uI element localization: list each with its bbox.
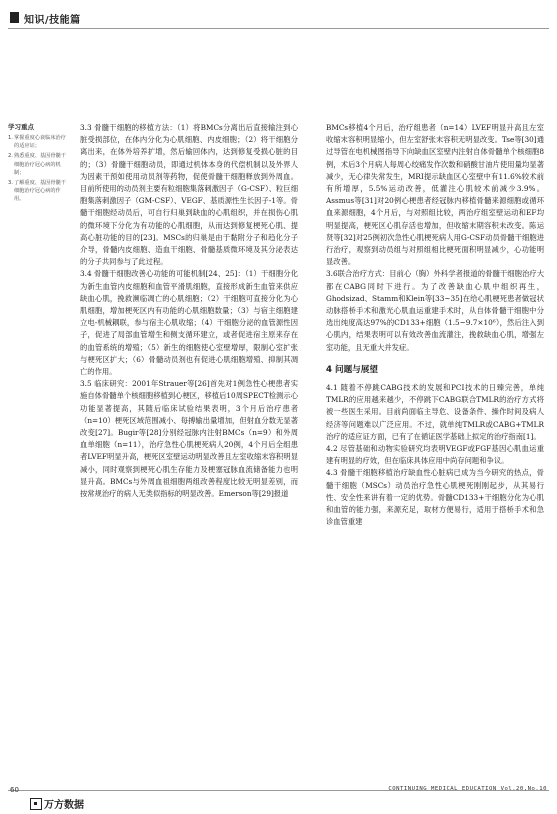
article-column-right [326,122,544,529]
section-4-2-paragraph: 4.2 尽管基础和动物实验研究均表明VEGF或FGF基因心肌血运重建有明显的疗效，但在临床具体应用中尚存问题和争议。 [326,444,544,466]
watermark-text: 万方数据 [44,800,84,811]
sidebar-item-text: 熟悉重度、基因骨髓干细胞治疗冠心病的机制； [14,153,66,176]
sidebar-item-num: 3. [8,180,13,187]
sidebar-item-text: 掌握重度心衰临床治疗的适应证； [14,135,66,150]
section-3-4-paragraph: 3.4 骨髓干细胞改善心功能的可能机制[24、25]：（1）干细胞分化为新生血管内皮细胞和血管平滑肌细胞，直接形成新生血管来供应缺血心肌，挽救濒临凋亡的心肌细胞；（2）干细胞可直接分化为心肌细胞，增加梗死区内有功能的心肌细胞数量；（3）与宿主细胞建立电-机械耦联，参与宿主心肌收缩；（4）干细胞分泌的血管源性因子，促进了局部血管增生和侧支循环建立，或者促进宿主原来存在的血管系统的增殖；（5）新生的细胞使心室壁增厚，限制心室扩张与梗死区扩大；（6）骨髓动员剂也有促进心肌细胞增殖、抑制其凋亡的作用。 [80,269,298,377]
section-4-heading: 4 问题与展望 [326,364,378,375]
watermark [30,796,84,811]
sidebar-item [8,152,70,177]
article-column-middle [80,122,298,500]
section-3-5-paragraph: 3.5 临床研究：2001年Strauer等[26]首先对1例急性心梗患者实施自体骨髓单个核细胞移植到心梗区，移植后10周SPECT检测示心功能显著提高，其随后临床试验结果表明，3个月后治疗患者（n=10）梗死区域范围减小、每搏输出量增加，但射血分数无显著改变[27]。Bugir等[28]分别经冠脉内注射BMCs（n=9）和外周血单细胞（n=11），治疗急性心肌梗死病人20例，4个月后全组患者LVEF明显升高，梗死区室壁运动明显改善且左室收缩末容积明显减小，同时观察到梗死心肌生存能力及梗塞冠脉血流储备能力也明显升高。BMCs与外周血祖细胞两组改善程度比较无明显差别，而按常规治疗的病人无类似指标的明显改善。Emerson等[29]报道 [80,379,298,499]
sidebar-title: 学习重点 [8,123,34,131]
header-title: 知识/技能篇 [24,15,81,26]
wanfang-logo-icon [30,798,42,810]
section-3-5-continued-paragraph: BMCs移植4个月后，治疗组患者（n=14）LVEF明显升高且左室收缩末容积明显缩小，但左室舒张末容积无明显改变。Tse等[30]通过导管在电机械图指导下向缺血区室壁内注射自体骨髓单个核细胞8例，术后3个月病人每周心绞痛发作次数和硝酸甘油片使用量均显著减少，无心律失常发生，MRI提示缺血区心室壁中有11.6%较术前有所增厚，5.5%运动改善，低灌注心肌较术前减少3.9%。Assmus等[31]对20例心梗患者经冠脉内移植骨髓来源细胞或循环血来源细胞，4个月后，与对照组比较，两治疗组室壁运动和EF均明显提高，梗死区心肌存活也增加，但收缩末期容积未改变。陈运贤等[32]对25例初次急性心肌梗死病人用G-CSF动员骨髓干细胞进行治疗，观察到动员组与对照组相比梗死面积明显减少，心功能明显改善。 [326,123,544,267]
sidebar-item [8,134,70,150]
header-square-icon [10,12,19,23]
sidebar-item-text: 了解重度、基因骨髓干细胞治疗冠心病的作用。 [14,180,66,203]
section-3-6-paragraph: 3.6联合治疗方式：目前心（胸）外科学者报道的骨髓干细胞治疗大都在CABG同时下进行。为了改善缺血心肌中组织再生，Ghodsizad、Stamm和Klein等[33~35]在给心肌梗死患者做冠状动脉搭桥手术和激光心肌血运重建手术时，从自体骨髓干细胞中分选出纯度高达97%的CD133+细胞（1.5~9.7×10⁶），然后注入到心肌内，结果表明可以有效改善血流灌注，挽救缺血心肌，增强左室功能，且无重大并发症。 [326,269,544,352]
sidebar-item [8,179,70,204]
sidebar-item-num: 2. [8,153,13,160]
page-number: 60 [10,786,19,794]
learning-points-sidebar [8,122,70,206]
journal-footer: CONTINUING MEDICAL EDUCATION Vol.20,No.10 [388,786,547,792]
section-3-3-paragraph: 3.3 骨髓干细胞的移植方法：（1）将BMCs分离出后直接输注到心脏受损部位，在体内分化为心肌细胞、内皮细胞；（2）将干细胞分离出来，在体外培养扩增，然后输回体内，达到修复受损心脏的目的；（3）骨髓干细胞动员，即通过机体本身的代偿机制以及外界人为因素干预如使用动员剂等药物，促使骨髓干细胞释放到外周血。目前所使用的动员剂主要有粒细胞集落刺激因子（G-CSF）、粒巨细胞集落刺激因子（GM-CSF）、VEGF、基质源性生长因子-1等。骨髓干细胞经动员后，可自行归巢到缺血的心肌组织，并在损伤心肌的微环境下分化为有功能的心肌细胞，从而达到修复梗死心肌、提高心脏功能的目的[23]。MSCs的归巢是由于黏附分子和趋化分子介导，骨髓内皮细胞、造血干细胞、骨髓基质微环境及其分泌表达的分子共同参与了此过程。 [80,123,298,267]
running-header [8,8,549,29]
section-4-1-paragraph: 4.1 随着不停跳CABG技术的发展和PCI技术的日臻完善，单纯TMLR的应用越来越少，不停跳下CABG联合TMLR的治疗方式将被一些医生采用。目前尚面临主导危、设备条件、操作时间及病人经济等问题难以广泛应用。不过，就单纯TMLR或CABG+TMLR治疗的适应证方面，已有了在循证医学基础上拟定的治疗指南[1]。 [326,383,544,441]
sidebar-item-num: 1. [8,135,13,141]
section-4-3-paragraph: 4.3 骨髓干细胞移植治疗缺血性心脏病已成为当今研究的热点，骨髓干细胞（MSCs）动员治疗急性心肌梗死刚刚起步，从其易行性、安全性来讲有着一定的优势。骨髓CD133+干细胞分化为心肌和血管的能力强，来源充足，取材方便易行，适用于搭桥手术和急诊血管重建 [326,468,544,527]
